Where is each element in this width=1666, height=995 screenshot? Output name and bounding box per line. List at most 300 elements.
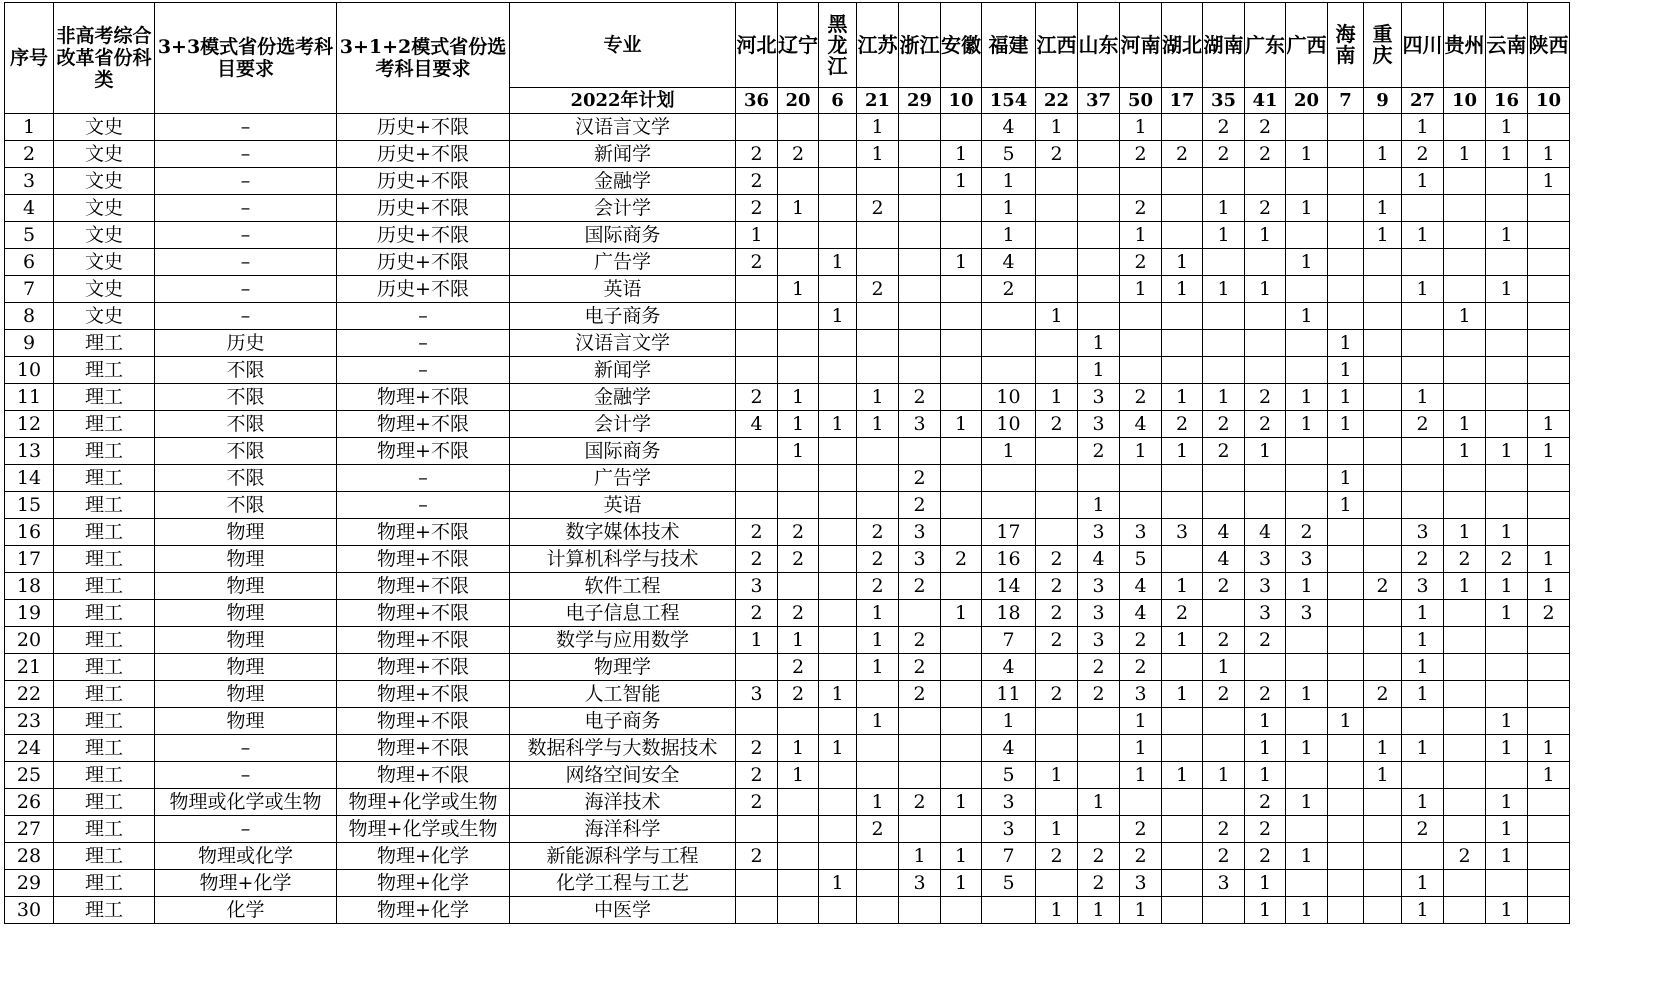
quota-cell: 1 [1162, 627, 1203, 654]
quota-cell [1203, 735, 1245, 762]
quota-cell [778, 816, 819, 843]
major-cell: 电子信息工程 [510, 600, 736, 627]
req-3-3-cell: – [155, 249, 337, 276]
header-province-plan: 154 [982, 88, 1036, 114]
quota-cell: 2 [1120, 654, 1162, 681]
quota-cell [941, 897, 982, 924]
quota-cell [941, 816, 982, 843]
header-req-3-1-2: 3+1+2模式省份选考科目要求 [337, 3, 510, 114]
req-3-3-cell: 不限 [155, 465, 337, 492]
quota-cell: 2 [1203, 843, 1245, 870]
req-3-3-cell: 不限 [155, 357, 337, 384]
quota-cell: 1 [1444, 573, 1486, 600]
table-row [5, 654, 1570, 681]
req-3-3-cell: – [155, 195, 337, 222]
quota-cell: 1 [1364, 735, 1402, 762]
quota-cell [1078, 195, 1120, 222]
quota-cell: 1 [819, 249, 857, 276]
quota-cell [1486, 357, 1528, 384]
quota-cell [819, 897, 857, 924]
category-cell: 文史 [54, 249, 155, 276]
quota-cell: 1 [857, 384, 899, 411]
major-cell: 新闻学 [510, 357, 736, 384]
req-3-3-cell: – [155, 141, 337, 168]
major-cell: 广告学 [510, 249, 736, 276]
quota-cell [1078, 114, 1120, 141]
quota-cell: 2 [899, 384, 941, 411]
quota-cell: 1 [1444, 411, 1486, 438]
quota-cell [941, 492, 982, 519]
quota-cell [819, 168, 857, 195]
quota-cell [1328, 519, 1364, 546]
category-cell: 理工 [54, 411, 155, 438]
quota-cell [819, 357, 857, 384]
quota-cell [941, 735, 982, 762]
req-3-3-cell: 不限 [155, 411, 337, 438]
quota-cell: 1 [1528, 438, 1570, 465]
quota-cell [1078, 141, 1120, 168]
quota-cell [1036, 438, 1078, 465]
quota-cell [982, 465, 1036, 492]
quota-cell [1203, 600, 1245, 627]
quota-cell: 2 [1203, 114, 1245, 141]
category-cell: 理工 [54, 573, 155, 600]
req-3-1-2-cell: 历史+不限 [337, 195, 510, 222]
quota-cell: 1 [941, 141, 982, 168]
quota-cell [1364, 168, 1402, 195]
quota-cell: 2 [899, 654, 941, 681]
quota-cell: 1 [1486, 141, 1528, 168]
quota-cell [778, 222, 819, 249]
quota-cell: 2 [899, 627, 941, 654]
quota-cell: 2 [1245, 195, 1286, 222]
quota-cell: 1 [1444, 303, 1486, 330]
category-cell: 理工 [54, 762, 155, 789]
quota-cell: 1 [1120, 438, 1162, 465]
quota-cell [982, 897, 1036, 924]
quota-cell: 3 [1245, 573, 1286, 600]
quota-cell [778, 114, 819, 141]
table-row [5, 303, 1570, 330]
req-3-3-cell: 不限 [155, 492, 337, 519]
quota-cell: 1 [941, 870, 982, 897]
seq-cell: 23 [5, 708, 54, 735]
quota-cell: 1 [857, 600, 899, 627]
quota-cell: 1 [1402, 870, 1444, 897]
quota-cell: 3 [899, 411, 941, 438]
quota-cell: 2 [778, 141, 819, 168]
quota-cell: 4 [1120, 411, 1162, 438]
quota-cell: 5 [1120, 546, 1162, 573]
quota-cell [899, 276, 941, 303]
quota-cell: 1 [1364, 141, 1402, 168]
quota-cell: 2 [1120, 816, 1162, 843]
quota-cell: 2 [1162, 411, 1203, 438]
quota-cell [819, 627, 857, 654]
quota-cell: 4 [736, 411, 778, 438]
header-province: 福建 [982, 3, 1036, 88]
quota-cell [1078, 708, 1120, 735]
quota-cell: 1 [1328, 492, 1364, 519]
quota-cell [1328, 303, 1364, 330]
quota-cell: 1 [1120, 114, 1162, 141]
quota-cell [899, 762, 941, 789]
quota-cell [1328, 681, 1364, 708]
quota-cell [778, 843, 819, 870]
quota-cell [1036, 465, 1078, 492]
quota-cell: 2 [1203, 681, 1245, 708]
category-cell: 理工 [54, 870, 155, 897]
quota-cell [1078, 249, 1120, 276]
quota-cell: 1 [1245, 897, 1286, 924]
quota-cell [857, 168, 899, 195]
category-cell: 文史 [54, 195, 155, 222]
quota-cell [736, 465, 778, 492]
quota-cell [1328, 114, 1364, 141]
quota-cell [1036, 168, 1078, 195]
major-cell: 计算机科学与技术 [510, 546, 736, 573]
quota-cell: 1 [819, 870, 857, 897]
table-row [5, 114, 1570, 141]
quota-cell [1364, 654, 1402, 681]
req-3-1-2-cell: – [337, 492, 510, 519]
quota-cell [819, 492, 857, 519]
table-row [5, 519, 1570, 546]
req-3-1-2-cell: 物理+不限 [337, 438, 510, 465]
major-cell: 国际商务 [510, 222, 736, 249]
req-3-1-2-cell: 物理+不限 [337, 627, 510, 654]
quota-cell [982, 492, 1036, 519]
major-cell: 英语 [510, 276, 736, 303]
quota-cell [1364, 708, 1402, 735]
quota-cell: 1 [1245, 735, 1286, 762]
quota-cell: 1 [1036, 303, 1078, 330]
quota-cell: 1 [1203, 384, 1245, 411]
header-province-plan: 20 [1286, 88, 1328, 114]
quota-cell [736, 303, 778, 330]
quota-cell [1364, 492, 1402, 519]
quota-cell: 2 [1245, 411, 1286, 438]
seq-cell: 10 [5, 357, 54, 384]
quota-cell [899, 897, 941, 924]
quota-cell: 3 [1078, 573, 1120, 600]
quota-cell [1036, 195, 1078, 222]
quota-cell [819, 384, 857, 411]
quota-cell [941, 762, 982, 789]
quota-cell [899, 438, 941, 465]
category-cell: 理工 [54, 384, 155, 411]
quota-cell [1078, 303, 1120, 330]
quota-cell: 4 [982, 249, 1036, 276]
quota-cell [1036, 357, 1078, 384]
req-3-1-2-cell: 历史+不限 [337, 168, 510, 195]
quota-cell [1486, 195, 1528, 222]
major-cell: 中医学 [510, 897, 736, 924]
table-row [5, 708, 1570, 735]
quota-cell [819, 465, 857, 492]
header-province-plan: 37 [1078, 88, 1120, 114]
req-3-3-cell: 历史 [155, 330, 337, 357]
quota-cell [1486, 627, 1528, 654]
quota-cell [1444, 708, 1486, 735]
header-province-plan: 41 [1245, 88, 1286, 114]
quota-cell: 1 [1120, 735, 1162, 762]
req-3-3-cell: – [155, 114, 337, 141]
quota-cell: 1 [1203, 222, 1245, 249]
quota-cell: 1 [1286, 789, 1328, 816]
quota-cell: 1 [1444, 519, 1486, 546]
quota-cell: 2 [1078, 843, 1120, 870]
quota-cell [1528, 330, 1570, 357]
quota-cell: 1 [1402, 222, 1444, 249]
quota-cell: 2 [941, 546, 982, 573]
quota-cell [1486, 411, 1528, 438]
req-3-1-2-cell: 物理+化学 [337, 870, 510, 897]
quota-cell [941, 384, 982, 411]
quota-cell [1245, 168, 1286, 195]
quota-cell [1486, 303, 1528, 330]
quota-cell [1036, 249, 1078, 276]
table-row [5, 762, 1570, 789]
quota-cell [1245, 492, 1286, 519]
major-cell: 汉语言文学 [510, 330, 736, 357]
quota-cell [1286, 492, 1328, 519]
quota-cell [1328, 141, 1364, 168]
quota-cell: 1 [1486, 573, 1528, 600]
seq-cell: 9 [5, 330, 54, 357]
quota-cell [1364, 546, 1402, 573]
quota-cell [819, 276, 857, 303]
quota-cell [1078, 735, 1120, 762]
quota-cell: 2 [1364, 573, 1402, 600]
quota-cell: 3 [1402, 519, 1444, 546]
seq-cell: 11 [5, 384, 54, 411]
quota-cell: 1 [1286, 141, 1328, 168]
quota-cell: 1 [1036, 762, 1078, 789]
quota-cell [1528, 465, 1570, 492]
quota-cell [1286, 276, 1328, 303]
quota-cell [1328, 816, 1364, 843]
quota-cell: 1 [941, 600, 982, 627]
quota-cell [819, 519, 857, 546]
quota-cell: 2 [1245, 789, 1286, 816]
quota-cell [1162, 168, 1203, 195]
header-province: 黑龙江 [819, 3, 857, 88]
quota-cell: 2 [857, 276, 899, 303]
quota-cell [778, 897, 819, 924]
table-row [5, 546, 1570, 573]
quota-cell [1162, 195, 1203, 222]
quota-cell [1162, 222, 1203, 249]
enrollment-plan-table [4, 2, 1570, 924]
header-province: 重庆 [1364, 3, 1402, 88]
quota-cell [899, 195, 941, 222]
major-cell: 软件工程 [510, 573, 736, 600]
quota-cell: 1 [1078, 357, 1120, 384]
quota-cell: 3 [1120, 870, 1162, 897]
quota-cell [899, 141, 941, 168]
req-3-3-cell: 物理 [155, 708, 337, 735]
major-cell: 网络空间安全 [510, 762, 736, 789]
table-row [5, 816, 1570, 843]
quota-cell [778, 168, 819, 195]
quota-cell: 2 [1402, 141, 1444, 168]
header-province-plan: 35 [1203, 88, 1245, 114]
category-cell: 理工 [54, 627, 155, 654]
major-cell: 汉语言文学 [510, 114, 736, 141]
category-cell: 理工 [54, 681, 155, 708]
quota-cell: 1 [1203, 654, 1245, 681]
quota-cell [1120, 303, 1162, 330]
quota-cell: 11 [982, 681, 1036, 708]
quota-cell: 1 [778, 276, 819, 303]
quota-cell [736, 816, 778, 843]
quota-cell: 1 [1402, 735, 1444, 762]
req-3-1-2-cell: 物理+不限 [337, 762, 510, 789]
quota-cell [1245, 654, 1286, 681]
quota-cell: 16 [982, 546, 1036, 573]
quota-cell: 1 [1078, 330, 1120, 357]
quota-cell [941, 222, 982, 249]
quota-cell: 1 [1486, 897, 1528, 924]
category-cell: 理工 [54, 357, 155, 384]
quota-cell: 2 [1486, 546, 1528, 573]
quota-cell [1402, 843, 1444, 870]
seq-cell: 24 [5, 735, 54, 762]
quota-cell: 1 [1203, 762, 1245, 789]
quota-cell: 1 [857, 627, 899, 654]
quota-cell [819, 114, 857, 141]
req-3-3-cell: 物理 [155, 519, 337, 546]
seq-cell: 28 [5, 843, 54, 870]
quota-cell [941, 303, 982, 330]
quota-cell: 2 [1245, 627, 1286, 654]
header-province: 江西 [1036, 3, 1078, 88]
req-3-3-cell: 物理或化学 [155, 843, 337, 870]
header-province-plan: 10 [1444, 88, 1486, 114]
quota-cell: 1 [941, 411, 982, 438]
quota-cell: 1 [778, 411, 819, 438]
quota-cell [982, 303, 1036, 330]
header-province: 湖南 [1203, 3, 1245, 88]
quota-cell: 1 [1286, 843, 1328, 870]
quota-cell [1162, 330, 1203, 357]
quota-cell [941, 627, 982, 654]
quota-cell: 3 [1078, 384, 1120, 411]
quota-cell [1120, 789, 1162, 816]
quota-cell [778, 789, 819, 816]
header-seq: 序号 [5, 3, 54, 114]
quota-cell [1286, 654, 1328, 681]
quota-cell: 1 [1036, 816, 1078, 843]
seq-cell: 1 [5, 114, 54, 141]
quota-cell [1528, 303, 1570, 330]
category-cell: 理工 [54, 330, 155, 357]
quota-cell [1036, 330, 1078, 357]
quota-cell [1364, 519, 1402, 546]
seq-cell: 25 [5, 762, 54, 789]
quota-cell: 3 [1078, 627, 1120, 654]
quota-cell [819, 222, 857, 249]
req-3-3-cell: – [155, 735, 337, 762]
quota-cell: 2 [1036, 141, 1078, 168]
major-cell: 人工智能 [510, 681, 736, 708]
quota-cell [857, 222, 899, 249]
enrollment-plan-sheet [4, 2, 1570, 924]
quota-cell: 1 [1486, 114, 1528, 141]
quota-cell [1162, 465, 1203, 492]
quota-cell: 1 [778, 384, 819, 411]
quota-cell: 2 [1120, 195, 1162, 222]
quota-cell: 3 [1245, 600, 1286, 627]
quota-cell: 1 [1486, 735, 1528, 762]
major-cell: 英语 [510, 492, 736, 519]
quota-cell [1328, 195, 1364, 222]
quota-cell: 1 [1402, 789, 1444, 816]
quota-cell [1328, 546, 1364, 573]
quota-cell [1528, 249, 1570, 276]
quota-cell: 1 [1328, 465, 1364, 492]
quota-cell [1203, 789, 1245, 816]
quota-cell [1528, 276, 1570, 303]
seq-cell: 21 [5, 654, 54, 681]
req-3-1-2-cell: 物理+不限 [337, 735, 510, 762]
major-cell: 化学工程与工艺 [510, 870, 736, 897]
quota-cell [1364, 600, 1402, 627]
header-province: 江苏 [857, 3, 899, 88]
quota-cell [1078, 465, 1120, 492]
quota-cell [778, 492, 819, 519]
quota-cell [1286, 465, 1328, 492]
quota-cell [1162, 114, 1203, 141]
header-province: 浙江 [899, 3, 941, 88]
quota-cell [1364, 384, 1402, 411]
quota-cell [1364, 249, 1402, 276]
quota-cell [778, 357, 819, 384]
quota-cell: 2 [857, 546, 899, 573]
quota-cell: 3 [1078, 519, 1120, 546]
quota-cell: 1 [1402, 627, 1444, 654]
table-row [5, 168, 1570, 195]
quota-cell: 3 [982, 816, 1036, 843]
quota-cell: 2 [1078, 870, 1120, 897]
quota-cell [1486, 384, 1528, 411]
quota-cell: 1 [1286, 897, 1328, 924]
category-cell: 文史 [54, 114, 155, 141]
req-3-1-2-cell: 物理+化学或生物 [337, 816, 510, 843]
quota-cell [1444, 249, 1486, 276]
major-cell: 海洋技术 [510, 789, 736, 816]
quota-cell [982, 357, 1036, 384]
quota-cell: 3 [1402, 573, 1444, 600]
quota-cell: 14 [982, 573, 1036, 600]
major-cell: 会计学 [510, 195, 736, 222]
quota-cell [1203, 492, 1245, 519]
quota-cell [899, 735, 941, 762]
quota-cell [1486, 870, 1528, 897]
table-row [5, 195, 1570, 222]
quota-cell [857, 303, 899, 330]
quota-cell: 1 [1528, 141, 1570, 168]
req-3-3-cell: 化学 [155, 897, 337, 924]
quota-cell: 1 [941, 249, 982, 276]
quota-cell: 2 [1120, 627, 1162, 654]
quota-cell: 2 [736, 789, 778, 816]
req-3-3-cell: 物理 [155, 654, 337, 681]
quota-cell [736, 438, 778, 465]
quota-cell: 2 [1286, 519, 1328, 546]
seq-cell: 27 [5, 816, 54, 843]
